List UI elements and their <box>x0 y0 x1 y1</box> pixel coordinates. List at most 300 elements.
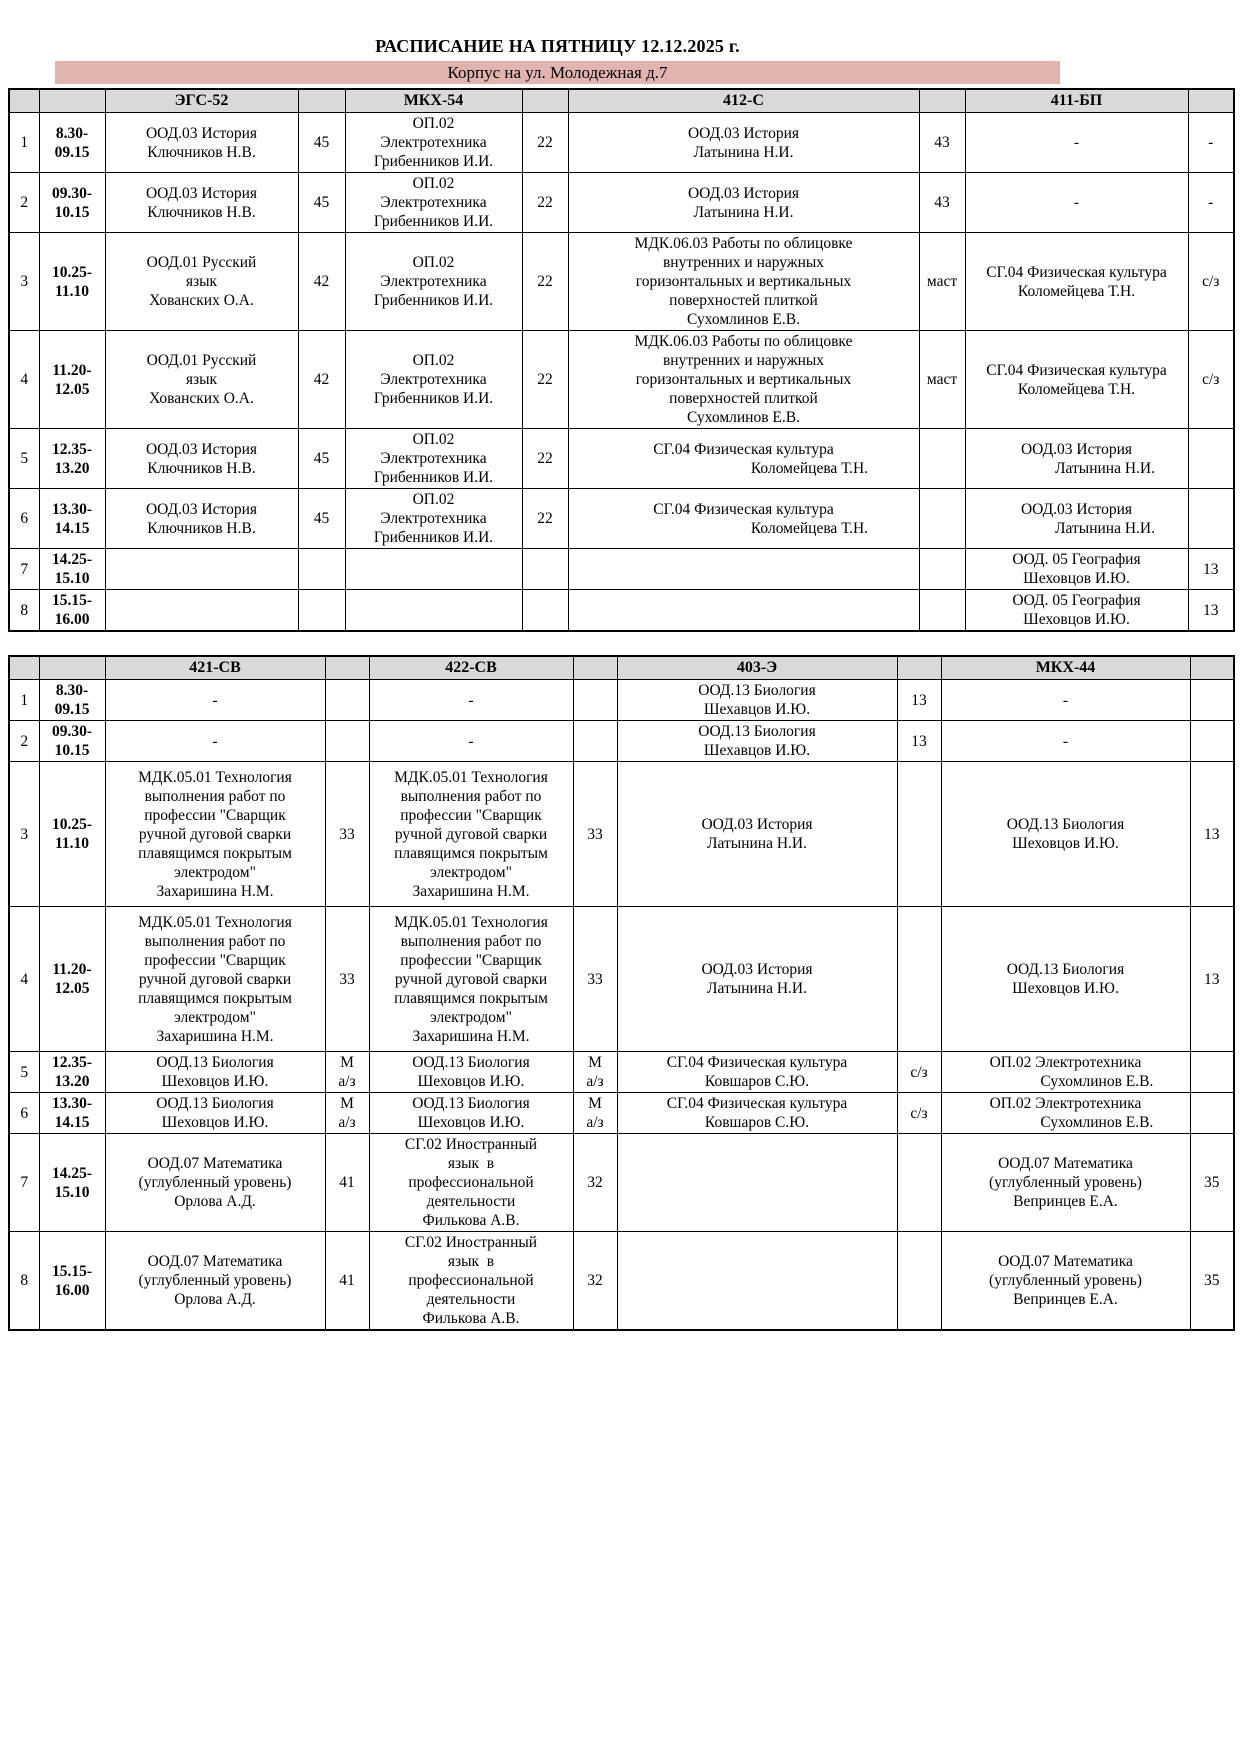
cell-text-line: ООД.03 История <box>687 184 799 202</box>
cell-text-line: Шехавцов И.Ю. <box>703 701 811 718</box>
cell-text-line: 45 <box>313 134 330 151</box>
room-cell-МКХ-44 <box>1190 907 1234 1052</box>
time-cell <box>39 489 105 549</box>
time-cell <box>39 173 105 233</box>
cell-text-line: ООД.03 История <box>687 124 799 142</box>
lesson-cell-МКХ-54 <box>345 590 522 632</box>
row-number-header <box>9 656 39 680</box>
cell-text-line: 09.15 <box>54 701 90 718</box>
cell-text-line: Шеховцов И.Ю. <box>1023 611 1130 628</box>
room-cell-ЭГС-52 <box>298 233 345 331</box>
cell-text-line: 13.30- <box>51 500 93 518</box>
cell-text-line: Шеховцов И.Ю. <box>417 1114 525 1131</box>
room-cell-МКХ-44 <box>1190 680 1234 721</box>
lesson-cell-422-СВ <box>369 721 573 762</box>
room-cell-ЭГС-52 <box>298 489 345 549</box>
room-cell-403-Э <box>897 680 941 721</box>
cell-text-line: ООД. 05 География <box>1012 592 1141 609</box>
cell-text-line: ручной дуговой сварки <box>138 970 292 988</box>
room-cell-412-С <box>919 429 965 489</box>
cell-text-line: Латынина Н.И. <box>1055 459 1155 477</box>
lesson-cell-403-Э <box>617 907 897 1052</box>
row-number-cell: 3 <box>9 233 39 331</box>
cell-text-line: Грибенников И.И. <box>373 153 494 170</box>
lesson-cell-412-С <box>568 489 919 549</box>
cell-text-line: ОП.02 <box>412 491 455 508</box>
lesson-cell-МКХ-54 <box>345 331 522 429</box>
cell-text-line: горизонтальных и вертикальных <box>635 273 852 290</box>
room-cell-412-С <box>919 173 965 233</box>
lesson-cell-МКХ-44 <box>941 762 1190 907</box>
cell-text-line: поверхностей плиткой <box>669 390 818 407</box>
cell-text-line: - <box>1062 732 1069 750</box>
cell-text-line: Сухомлинов Е.В. <box>687 311 800 328</box>
lesson-cell-ЭГС-52 <box>105 113 298 173</box>
cell-text-line: - <box>212 691 218 709</box>
cell-text-line: - <box>468 732 474 750</box>
cell-text-line: - <box>1208 194 1214 211</box>
cell-text-line: 09.15 <box>54 143 90 161</box>
cell-text-line: ООД.13 Биология <box>698 723 816 740</box>
schedule-title: РАСПИСАНИЕ НА ПЯТНИЦУ 12.12.2025 г. <box>375 36 740 56</box>
room-cell-403-Э <box>897 762 941 907</box>
cell-text-line: а/з <box>338 1114 356 1131</box>
cell-text-line: 14.15 <box>54 1114 90 1131</box>
lesson-cell-422-СВ <box>369 1052 573 1093</box>
time-cell <box>39 762 105 907</box>
cell-text-line: Захаришина Н.М. <box>412 882 530 900</box>
time-cell <box>39 1232 105 1331</box>
cell-text-line: Вепринцев Е.А. <box>1013 1193 1118 1210</box>
room-header-3 <box>919 89 965 113</box>
cell-text-line: язык <box>185 273 218 290</box>
cell-text-line: ООД.01 Русский <box>146 254 257 271</box>
room-cell-МКХ-54 <box>522 429 568 489</box>
lesson-cell-421-СВ <box>105 1134 325 1232</box>
cell-text-line: 10.25- <box>51 263 93 281</box>
lesson-cell-412-С <box>568 549 919 590</box>
cell-text-line: Шеховцов И.Ю. <box>1012 835 1119 852</box>
cell-text-line: ООД.03 История <box>145 184 257 202</box>
schedule-row-7 <box>9 549 1234 590</box>
lesson-cell-421-СВ <box>105 1093 325 1134</box>
cell-text-line: Латынина Н.И. <box>693 143 794 161</box>
cell-text-line: 16.00 <box>54 611 90 628</box>
cell-text-line: Шеховцов И.Ю. <box>1012 980 1119 997</box>
cell-text-line: 22 <box>537 134 553 151</box>
lesson-cell-ЭГС-52 <box>105 489 298 549</box>
cell-text-line: - <box>1073 134 1080 151</box>
cell-text-line: 32 <box>587 1272 603 1289</box>
room-cell-421-СВ <box>325 1134 369 1232</box>
cell-text-line: ООД.13 Биология <box>1006 961 1125 978</box>
cell-text-line: а/з <box>586 1073 604 1090</box>
group-name-header-2: МКХ-54 <box>345 89 522 113</box>
schedule-table-2 <box>8 655 1235 1331</box>
row-number-cell: 5 <box>9 429 39 489</box>
cell-text-line: Сухомлинов Е.В. <box>1040 1114 1154 1131</box>
room-cell-422-СВ <box>573 1093 617 1134</box>
cell-text-line: Сухомлинов Е.В. <box>687 409 800 426</box>
room-cell-411-БП <box>1188 113 1234 173</box>
cell-text-line: с/з <box>910 1063 928 1081</box>
cell-text-line: 45 <box>313 194 330 211</box>
cell-text-line: Ключников Н.В. <box>147 143 256 161</box>
room-header-2 <box>522 89 568 113</box>
row-number-cell: 2 <box>9 173 39 233</box>
room-cell-421-СВ <box>325 762 369 907</box>
cell-text-line: - <box>1208 134 1214 151</box>
row-number-cell: 6 <box>9 489 39 549</box>
cell-text-line: ООД.13 Биология <box>156 1054 274 1071</box>
cell-text-line: Орлова А.Д. <box>174 1193 256 1210</box>
cell-text-line: Грибенников И.И. <box>373 213 494 230</box>
row-number-cell: 1 <box>9 113 39 173</box>
cell-text-line: Грибенников И.И. <box>373 469 494 486</box>
cell-text-line: профессии "Сварщик <box>400 806 542 824</box>
time-cell <box>39 233 105 331</box>
room-cell-412-С <box>919 489 965 549</box>
cell-text-line: выполнения работ по <box>400 787 542 805</box>
cell-text-line: ООД.03 История <box>145 124 257 142</box>
cell-text-line: 13 <box>911 691 927 709</box>
cell-text-line: профессии "Сварщик <box>144 806 286 824</box>
schedule-row-4 <box>9 907 1234 1052</box>
time-cell <box>39 1134 105 1232</box>
cell-text-line: ОП.02 <box>412 254 455 271</box>
cell-text-line: (углубленный уровень) <box>989 1174 1142 1191</box>
cell-text-line: - <box>1073 194 1080 211</box>
time-cell <box>39 680 105 721</box>
cell-text-line: 43 <box>934 134 950 151</box>
cell-text-line: 22 <box>537 371 553 388</box>
cell-text-line: 13 <box>1204 825 1220 843</box>
schedule-row-4 <box>9 331 1234 429</box>
cell-text-line: электродом" <box>430 1008 512 1026</box>
cell-text-line: Шеховцов И.Ю. <box>417 1073 525 1090</box>
lesson-cell-411-БП <box>965 489 1188 549</box>
room-cell-МКХ-54 <box>522 331 568 429</box>
schedule-row-2 <box>9 721 1234 762</box>
cell-text-line: Электротехника <box>380 273 487 290</box>
room-cell-МКХ-54 <box>522 173 568 233</box>
cell-text-line: ООД.13 Биология <box>1006 816 1125 833</box>
cell-text-line: язык в <box>447 1155 495 1172</box>
lesson-cell-422-СВ <box>369 1232 573 1331</box>
cell-text-line: 22 <box>537 450 553 467</box>
lesson-cell-ЭГС-52 <box>105 429 298 489</box>
time-cell <box>39 113 105 173</box>
cell-text-line: Ковшаров С.Ю. <box>704 1073 810 1090</box>
cell-text-line: МДК.06.03 Работы по облицовке <box>634 235 853 252</box>
room-cell-421-СВ <box>325 1052 369 1093</box>
group-header-row <box>9 89 1234 113</box>
cell-text-line: Грибенников И.И. <box>373 529 494 546</box>
cell-text-line: 33 <box>339 825 355 843</box>
lesson-cell-403-Э <box>617 762 897 907</box>
cell-text-line: с/з <box>1202 273 1220 290</box>
cell-text-line: ООД.07 Математика <box>147 1253 283 1270</box>
cell-text-line: плавящимся покрытым <box>138 844 292 862</box>
room-cell-МКХ-44 <box>1190 721 1234 762</box>
room-header-2 <box>573 656 617 680</box>
cell-text-line: с/з <box>910 1104 928 1122</box>
lesson-cell-ЭГС-52 <box>105 233 298 331</box>
cell-text-line: 13 <box>1203 560 1219 578</box>
lesson-cell-ЭГС-52 <box>105 590 298 632</box>
room-cell-403-Э <box>897 1052 941 1093</box>
schedule-row-3 <box>9 762 1234 907</box>
schedule-row-8 <box>9 1232 1234 1331</box>
cell-text-line: ООД.13 Биология <box>412 1095 530 1112</box>
cell-text-line: Вепринцев Е.А. <box>1013 1291 1118 1308</box>
room-cell-422-СВ <box>573 907 617 1052</box>
cell-text-line: 13 <box>1203 601 1219 619</box>
cell-text-line: (углубленный уровень) <box>989 1272 1142 1289</box>
schedule-row-8 <box>9 590 1234 632</box>
cell-text-line: Захаришина Н.М. <box>412 1027 530 1045</box>
room-header-4 <box>1188 89 1234 113</box>
row-number-cell: 1 <box>9 680 39 721</box>
lesson-cell-422-СВ <box>369 907 573 1052</box>
room-cell-422-СВ <box>573 762 617 907</box>
group-name-header-1: 421-СВ <box>105 656 325 680</box>
cell-text-line: Грибенников И.И. <box>373 390 494 407</box>
room-cell-422-СВ <box>573 1232 617 1331</box>
cell-text-line: ОП.02 <box>412 115 455 132</box>
cell-text-line: 8.30- <box>55 124 89 142</box>
cell-text-line: Латынина Н.И. <box>707 835 807 852</box>
room-header-4 <box>1190 656 1234 680</box>
room-cell-421-СВ <box>325 907 369 1052</box>
cell-text-line: выполнения работ по <box>144 787 286 805</box>
cell-text-line: профессии "Сварщик <box>144 951 286 969</box>
room-cell-422-СВ <box>573 1134 617 1232</box>
cell-text-line: плавящимся покрытым <box>394 989 548 1007</box>
lesson-cell-412-С <box>568 429 919 489</box>
cell-text-line: 41 <box>339 1272 355 1289</box>
cell-text-line: ООД.13 Биология <box>156 1095 274 1112</box>
cell-text-line: 14.25- <box>51 551 93 568</box>
time-cell <box>39 590 105 632</box>
cell-text-line: СГ.04 Физическая культура <box>666 1054 848 1071</box>
cell-text-line: МДК.05.01 Технология <box>138 913 292 931</box>
lesson-cell-421-СВ <box>105 680 325 721</box>
room-cell-ЭГС-52 <box>298 549 345 590</box>
cell-text-line: ООД.01 Русский <box>146 352 257 369</box>
room-cell-403-Э <box>897 1232 941 1331</box>
lesson-cell-421-СВ <box>105 721 325 762</box>
lesson-cell-МКХ-44 <box>941 907 1190 1052</box>
cell-text-line: деятельности <box>426 1193 516 1210</box>
cell-text-line: 11.10 <box>54 282 90 300</box>
cell-text-line: маст <box>926 371 958 388</box>
cell-text-line: ООД.03 История <box>145 500 257 518</box>
lesson-cell-412-С <box>568 173 919 233</box>
cell-text-line: Латынина Н.И. <box>707 980 807 997</box>
cell-text-line: 15.10 <box>54 570 90 587</box>
room-cell-ЭГС-52 <box>298 173 345 233</box>
lesson-cell-422-СВ <box>369 680 573 721</box>
cell-text-line: 13 <box>1204 970 1220 988</box>
cell-text-line: 15.15- <box>51 1262 93 1280</box>
lesson-cell-МКХ-44 <box>941 1134 1190 1232</box>
cell-text-line: 12.05 <box>54 980 90 997</box>
group-name-header-3: 403-Э <box>617 656 897 680</box>
schedule-row-3 <box>9 233 1234 331</box>
lesson-cell-403-Э <box>617 1093 897 1134</box>
lesson-cell-403-Э <box>617 1232 897 1331</box>
row-number-cell: 4 <box>9 331 39 429</box>
lesson-cell-412-С <box>568 233 919 331</box>
lesson-cell-411-БП <box>965 233 1188 331</box>
cell-text-line: плавящимся покрытым <box>138 989 292 1007</box>
cell-text-line: 12.05 <box>54 380 90 398</box>
cell-text-line: Коломейцева Т.Н. <box>1017 380 1136 398</box>
cell-text-line: ООД.03 История <box>701 816 813 833</box>
room-cell-МКХ-44 <box>1190 1093 1234 1134</box>
row-number-cell: 8 <box>9 1232 39 1331</box>
cell-text-line: Электротехника <box>380 371 487 388</box>
cell-text-line: ОП.02 Электротехника <box>989 1054 1142 1071</box>
lesson-cell-422-СВ <box>369 1134 573 1232</box>
group-name-header-3: 412-С <box>568 89 919 113</box>
cell-text-line: Электротехника <box>380 510 487 527</box>
time-cell <box>39 429 105 489</box>
time-cell <box>39 1093 105 1134</box>
lesson-cell-ЭГС-52 <box>105 173 298 233</box>
cell-text-line: ООД.03 История <box>701 961 813 978</box>
cell-text-line: ООД.07 Математика <box>998 1253 1133 1270</box>
room-cell-412-С <box>919 590 965 632</box>
lesson-cell-411-БП <box>965 590 1188 632</box>
room-cell-411-БП <box>1188 489 1234 549</box>
schedule-row-5 <box>9 1052 1234 1093</box>
room-cell-422-СВ <box>573 680 617 721</box>
room-cell-412-С <box>919 233 965 331</box>
room-cell-421-СВ <box>325 680 369 721</box>
campus-banner: Корпус на ул. Молодежная д.7 <box>55 61 1060 84</box>
cell-text-line: 14.15 <box>54 519 90 537</box>
cell-text-line: 8.30- <box>55 682 89 699</box>
cell-text-line: ручной дуговой сварки <box>394 825 548 843</box>
cell-text-line: 42 <box>313 273 330 290</box>
cell-text-line: 42 <box>313 371 330 388</box>
room-cell-411-БП <box>1188 233 1234 331</box>
cell-text-line: язык <box>185 371 218 388</box>
cell-text-line: 12.35- <box>51 440 93 458</box>
cell-text-line: 33 <box>587 970 603 988</box>
cell-text-line: Хованских О.А. <box>149 292 254 309</box>
room-cell-МКХ-54 <box>522 549 568 590</box>
cell-text-line: 16.00 <box>54 1281 90 1299</box>
time-cell <box>39 1052 105 1093</box>
lesson-cell-421-СВ <box>105 907 325 1052</box>
room-cell-МКХ-54 <box>522 489 568 549</box>
cell-text-line: ОП.02 Электротехника <box>989 1095 1142 1112</box>
room-cell-411-БП <box>1188 173 1234 233</box>
cell-text-line: выполнения работ по <box>144 932 286 950</box>
lesson-cell-МКХ-54 <box>345 173 522 233</box>
room-cell-МКХ-54 <box>522 233 568 331</box>
room-cell-421-СВ <box>325 721 369 762</box>
cell-text-line: а/з <box>586 1114 604 1131</box>
cell-text-line: Хованских О.А. <box>149 390 254 407</box>
cell-text-line: Сухомлинов Е.В. <box>1040 1073 1154 1090</box>
cell-text-line: Шеховцов И.Ю. <box>161 1114 269 1131</box>
cell-text-line: Шеховцов И.Ю. <box>1023 570 1130 587</box>
cell-text-line: Грибенников И.И. <box>373 292 494 309</box>
cell-text-line: СГ.04 Физическая культура <box>666 1095 848 1112</box>
room-cell-422-СВ <box>573 721 617 762</box>
cell-text-line: 32 <box>587 1174 603 1191</box>
lesson-cell-421-СВ <box>105 762 325 907</box>
room-cell-МКХ-44 <box>1190 762 1234 907</box>
cell-text-line: Электротехника <box>380 194 487 211</box>
cell-text-line: выполнения работ по <box>400 932 542 950</box>
cell-text-line: Коломейцева Т.Н. <box>750 519 869 537</box>
room-cell-403-Э <box>897 1093 941 1134</box>
cell-text-line: 33 <box>339 970 355 988</box>
time-cell <box>39 331 105 429</box>
cell-text-line: 11.10 <box>54 835 90 852</box>
row-number-cell: 7 <box>9 1134 39 1232</box>
lesson-cell-412-С <box>568 113 919 173</box>
row-number-header <box>9 89 39 113</box>
cell-text-line: маст <box>926 273 958 290</box>
cell-text-line: Филькова А.В. <box>422 1212 520 1229</box>
cell-text-line: СГ.04 Физическая культура <box>653 500 834 518</box>
cell-text-line: 13.30- <box>51 1095 93 1112</box>
cell-text-line: 11.20- <box>52 961 92 978</box>
cell-text-line: - <box>468 691 474 709</box>
time-cell <box>39 549 105 590</box>
cell-text-line: электродом" <box>174 863 256 881</box>
cell-text-line: ОП.02 <box>412 175 455 192</box>
cell-text-line: СГ.02 Иностранный <box>404 1234 538 1251</box>
room-cell-МКХ-54 <box>522 113 568 173</box>
lesson-cell-МКХ-54 <box>345 233 522 331</box>
cell-text-line: плавящимся покрытым <box>394 844 548 862</box>
cell-text-line: Коломейцева Т.Н. <box>750 459 869 477</box>
cell-text-line: СГ.04 Физическая культура <box>986 263 1167 281</box>
cell-text-line: - <box>212 732 218 750</box>
cell-text-line: 09.30- <box>51 723 93 740</box>
cell-text-line: с/з <box>1202 371 1220 388</box>
cell-text-line: Филькова А.В. <box>422 1310 520 1327</box>
time-cell <box>39 907 105 1052</box>
room-cell-МКХ-54 <box>522 590 568 632</box>
lesson-cell-403-Э <box>617 1052 897 1093</box>
cell-text-line: СГ.02 Иностранный <box>404 1136 538 1153</box>
lesson-cell-412-С <box>568 331 919 429</box>
lesson-cell-411-БП <box>965 113 1188 173</box>
cell-text-line: 09.30- <box>51 184 93 202</box>
schedule-row-2 <box>9 173 1234 233</box>
room-cell-411-БП <box>1188 549 1234 590</box>
cell-text-line: СГ.04 Физическая культура <box>653 440 834 458</box>
cell-text-line: ООД.07 Математика <box>998 1155 1133 1172</box>
cell-text-line: М <box>340 1054 354 1071</box>
cell-text-line: Шехавцов И.Ю. <box>703 742 811 759</box>
cell-text-line: электродом" <box>430 863 512 881</box>
cell-text-line: Захаришина Н.М. <box>156 882 274 900</box>
cell-text-line: Орлова А.Д. <box>174 1291 256 1308</box>
row-number-cell: 5 <box>9 1052 39 1093</box>
cell-text-line: ручной дуговой сварки <box>394 970 548 988</box>
lesson-cell-403-Э <box>617 721 897 762</box>
schedule-table-1 <box>8 88 1235 632</box>
